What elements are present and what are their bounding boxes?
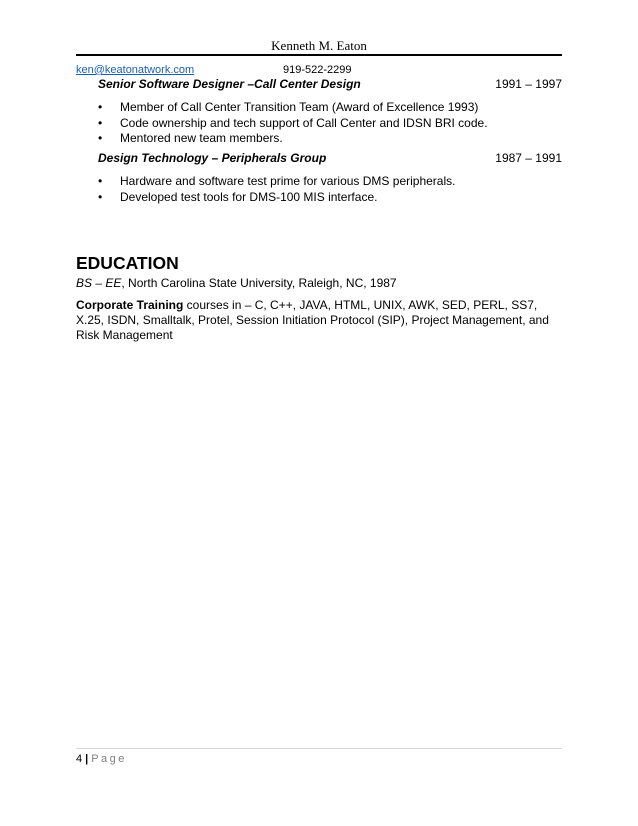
bullet-icon: • [98,174,103,188]
job-dates-call-center: 1991 – 1997 [495,77,562,91]
page-separator: | [85,753,89,765]
job-bullets-call-center [98,100,562,147]
education-degree [76,276,397,291]
list-item: • Code ownership and tech support of Call Center and IDSN BRI code. [98,115,488,130]
job-bullets-peripherals [98,174,562,205]
document-header-name: Kenneth M. Eaton [271,38,367,53]
phone-number: 919-522-2299 [283,64,352,76]
training-courses: courses in – C, C++, JAVA, HTML, UNIX, AWK, SED, PERL, SS7, X.25, ISDN, Smalltalk, Protel, Session Initiation Protocol (SIP), Project Management, and Risk Management [76,298,549,342]
page-footer [76,752,127,766]
bullet-icon: • [98,131,103,145]
education-heading: EDUCATION [76,253,179,273]
corporate-training [76,298,562,343]
job-dates-peripherals: 1987 – 1991 [495,151,562,165]
list-item: • Hardware and software test prime for various DMS peripherals. [98,174,456,188]
email-link[interactable]: ken@keatonatwork.com [76,64,195,76]
degree-abbr: BS – EE [76,276,122,290]
job-title-peripherals: Design Technology – Peripherals Group [98,151,327,165]
page-number: 4 [76,753,83,765]
training-label: Corporate Training [76,298,184,312]
page-label: Page [91,753,127,765]
bullet-icon: • [98,115,103,130]
degree-details: , North Carolina State University, Raleigh, NC, 1987 [121,276,397,290]
bullet-icon: • [98,189,103,204]
list-item: • Developed test tools for DMS-100 MIS interface. [98,189,378,204]
list-item: • Mentored new team members. [98,131,283,145]
list-item: • Member of Call Center Transition Team (Award of Excellence 1993) [98,100,479,114]
header-divider [76,54,562,56]
footer-divider [76,748,562,749]
bullet-icon: • [98,100,103,114]
job-title-call-center: Senior Software Designer –Call Center Design [98,77,361,91]
